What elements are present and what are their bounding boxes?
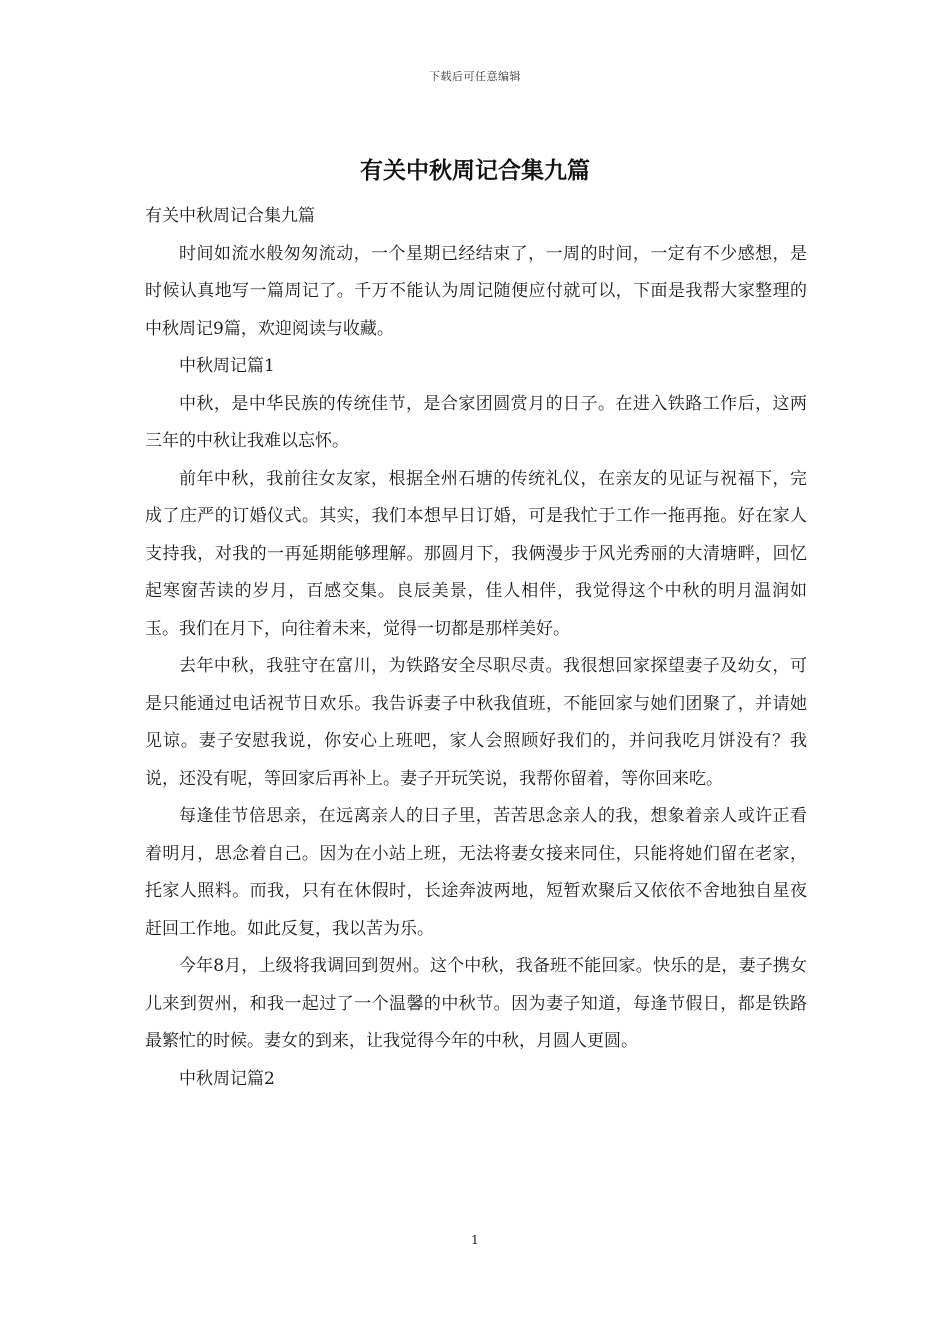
paragraph: 去年中秋，我驻守在富川，为铁路安全尽职尽责。我很想回家探望妻子及幼女，可是只能通过电话祝节日欢乐。我告诉妻子中秋我值班，不能回家与她们团聚了，并请她见谅。妻子安慰我说，你安心上班吧，家人会照顾好我们的，并问我吃月饼没有？我说，还没有呢，等回家后再补上。妻子开玩笑说，我帮你留着，等你回来吃。 [145,656,807,789]
header-note: 下载后可任意编辑 [429,70,521,83]
paragraph: 今年8月，上级将我调回到贺州。这个中秋，我备班不能回家。快乐的是，妻子携女儿来到贺州，和我一起过了一个温馨的中秋节。因为妻子知道，每逢节假日，都是铁路最繁忙的时候。妻女的到来，让我觉得今年的中秋，月圆人更圆。 [145,956,807,1051]
paragraph-intro: 时间如流水般匆匆流动，一个星期已经结束了，一周的时间，一定有不少感想，是时候认真地写一篇周记了。千万不能认为周记随便应付就可以，下面是我帮大家整理的中秋周记9篇，欢迎阅读与收藏。 [145,243,807,339]
section-heading-1: 中秋周记篇1 [179,356,275,376]
paragraph: 每逢佳节倍思亲，在远离亲人的日子里，苦苦思念亲人的我，想象着亲人或许正看着明月，思念着自己。因为在小站上班，无法将妻女接来同住，只能将她们留在老家，托家人照料。而我，只有在休假时，长途奔波两地，短暂欢聚后又依依不舍地独自星夜赶回工作地。如此反复，我以苦为乐。 [145,806,807,939]
paragraph: 前年中秋，我前往女友家，根据全州石塘的传统礼仪，在亲友的见证与祝福下，完成了庄严的订婚仪式。其实，我们本想早日订婚，可是我忙于工作一拖再拖。好在家人支持我，对我的一再延期能够理解。那圆月下，我俩漫步于风光秀丽的大清塘畔，回忆起寒窗苦读的岁月，百感交集。良辰美景，佳人相伴，我觉得这个中秋的明月温润如玉。我们在月下，向往着未来，觉得一切都是那样美好。 [145,468,807,639]
paragraph-subtitle: 有关中秋周记合集九篇 [145,206,315,226]
document-body [145,198,807,1098]
section-heading-2: 中秋周记篇2 [179,1068,275,1089]
document-title: 有关中秋周记合集九篇 [360,157,590,184]
page-number: 1 [471,1233,479,1247]
paragraph: 中秋，是中华民族的传统佳节，是合家团圆赏月的日子。在进入铁路工作后，这两三年的中秋让我难以忘怀。 [145,393,807,451]
